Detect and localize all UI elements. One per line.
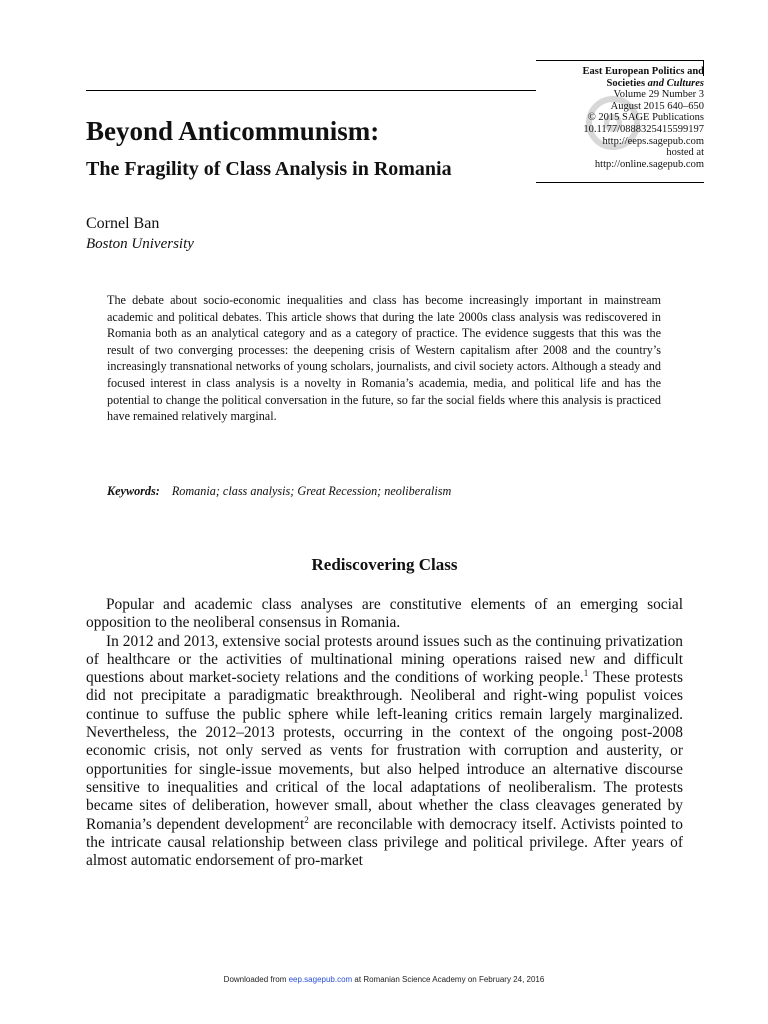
- article-subtitle: The Fragility of Class Analysis in Romania: [86, 158, 452, 180]
- keywords-label: Keywords:: [107, 484, 160, 498]
- header-rule: [86, 90, 536, 91]
- section-heading: Rediscovering Class: [311, 555, 458, 574]
- journal-copyright: © 2015 SAGE Publications: [587, 112, 704, 124]
- paragraph-2: In 2012 and 2013, extensive social protests around issues such as the continuing privatization of healthcare or the activities of multinational mining operations raised new and difficult questions about market-society relations and the conditions of working people.$^1$ These protests did not precipitate a paradigmatic breakthrough. Neoliberal and right-wing populist voices continue to suffuse the public sphere while left-leaning critics remain largely marginalized. Nevertheless, the 2012–2013 protests, occurring in the context of the ongoing post-2008 economic crisis, not only served as vents for frustration with corruption and austerity, or opportunities for single-issue movements, but also helped introduce an alternative discourse sensitive to inequalities and critical of the local adaptations of neoliberalism. The protests became sites of deliberation, however small, about whether the class cleavages generated by Romania’s dependent development$^2$ are reconcilable with democracy itself. Activists pointed to the intricate causal relationship between class privilege and political privilege. After years of almost automatic endorsement of pro-market: [86, 632, 684, 870]
- journal-host-url[interactable]: http://online.sagepub.com: [594, 158, 704, 170]
- journal-url[interactable]: http://eeps.sagepub.com: [602, 135, 704, 147]
- footer-link[interactable]: eep.sagepub.com: [288, 975, 353, 984]
- journal-volume: Volume 29 Number 3: [613, 89, 704, 101]
- abstract: The debate about socio-economic inequalities and class has become increasingly important in mainstream academic and political debates. This article shows that during the late 2000s class analysis was rediscovered in Romania both as an analytical category and as a category of practice. The evidence suggests that this was the result of two converging processes: the deepening crisis of Western capitalism after 2008 and the country’s increasingly transnational networks of young scholars, journalists, and civil society actors. Although a steady and focused interest in class analysis is a novelty in Romania’s academia, media, and political life and has the potential to change the political conversation in the future, so far the social fields where this analysis is practiced have remained relatively marginal.: [107, 293, 661, 424]
- journal-box-top-rule: [536, 60, 704, 61]
- article-title: Beyond Anticommunism:: [86, 116, 380, 146]
- keywords: [107, 484, 451, 499]
- journal-hosted: hosted at: [666, 147, 704, 159]
- journal-name-line1: East European Politics and: [582, 66, 704, 77]
- journal-doi: 10.1177/0888325415599197: [583, 123, 704, 135]
- keywords-value: Romania; class analysis; Great Recession; neoliberalism: [171, 484, 452, 498]
- author-name: Cornel Ban: [86, 215, 160, 232]
- paragraph-1: Popular and academic class analyses are constitutive elements of an emerging social opposition to the neoliberal consensus in Romania.: [86, 596, 683, 632]
- footnote-ref-1[interactable]: 1: [583, 668, 589, 679]
- journal-date-pages: August 2015 640–650: [610, 100, 704, 112]
- footnote-ref-2[interactable]: 2: [304, 814, 309, 825]
- journal-name-line2: Societies and Cultures: [606, 77, 704, 89]
- journal-box-bottom-rule: [536, 182, 704, 183]
- journal-info: [504, 66, 704, 170]
- download-footer: Downloaded from eep.sagepub.com at Romanian Science Academy on February 24, 2016: [223, 975, 545, 984]
- body-text: [86, 596, 683, 870]
- author-affiliation: Boston University: [86, 236, 194, 252]
